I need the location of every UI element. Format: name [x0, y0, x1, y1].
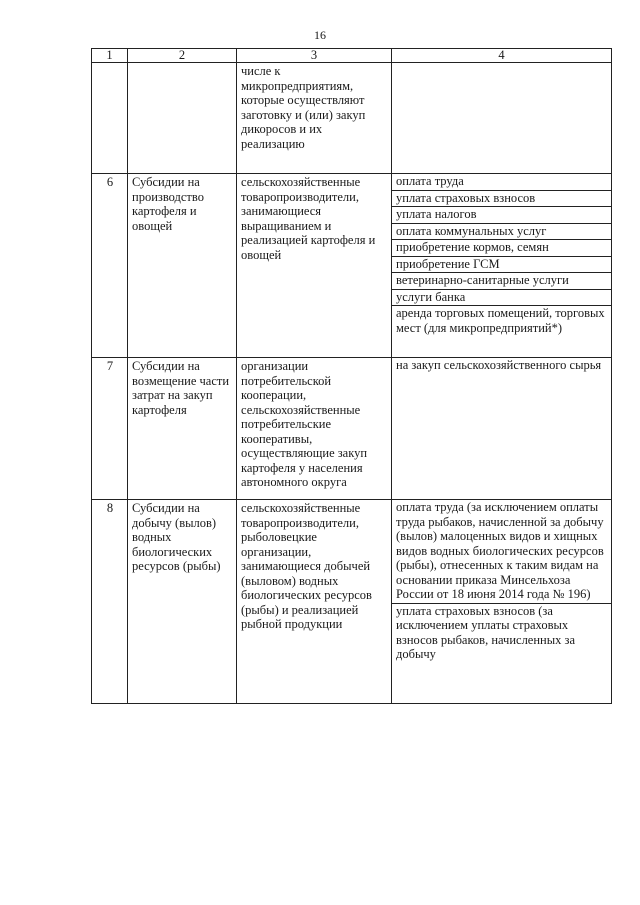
purpose-item: приобретение ГСМ — [392, 256, 611, 273]
table-header-row — [92, 49, 612, 63]
cell-recipients: сельскохозяйственные товаропроизводители, занимающиеся выращиванием и реализацией картофеля и овощей — [237, 174, 392, 358]
purpose-item: ветеринарно-санитарные услуги — [392, 272, 611, 289]
cell-recipients: организации потребительской кооперации, сельскохозяйственные потребительские кооперативы, осуществляющие закуп картофеля у населения автономного округа — [237, 358, 392, 500]
cell-subsidy-name: Субсидии на производство картофеля и овощей — [128, 174, 237, 358]
cell-subsidy-name — [128, 63, 237, 174]
column-header: 1 — [92, 49, 128, 63]
cell-number — [92, 63, 128, 174]
purpose-item: приобретение кормов, семян — [392, 239, 611, 256]
table-row — [92, 358, 612, 500]
column-header: 2 — [128, 49, 237, 63]
purpose-item: оплата труда — [396, 174, 464, 188]
purpose-item: уплата страховых взносов — [392, 190, 611, 207]
cell-purposes — [392, 358, 612, 500]
purpose-item: услуги банка — [392, 289, 611, 306]
cell-purposes — [392, 174, 612, 358]
cell-purposes — [392, 63, 612, 174]
column-header: 3 — [237, 49, 392, 63]
cell-number: 8 — [92, 500, 128, 704]
purpose-item: оплата коммунальных услуг — [392, 223, 611, 240]
cell-purposes — [392, 500, 612, 704]
purpose-item: на закуп сельскохозяйственного сырья — [396, 358, 602, 372]
subsidy-table — [91, 48, 612, 704]
purpose-item: уплата страховых взносов (за исключением уплаты страховых взносов рыбаков, начисленных за добычу — [392, 603, 611, 663]
cell-number: 7 — [92, 358, 128, 500]
table-row — [92, 174, 612, 358]
purpose-item: аренда торговых помещений, торговых мест (для микропредприятий*) — [392, 305, 611, 336]
purpose-item: оплата труда (за исключением оплаты труда рыбаков, начисленной за добычу (вылов) малоценных видов и хищных видов водных биологических ресурсов (рыбы), отнесенных к таким видам на основании приказа Минсельхоза России от 18 июня 2014 года № 196) — [396, 500, 604, 601]
purpose-item: уплата налогов — [392, 206, 611, 223]
cell-recipients: сельскохозяйственные товаропроизводители, рыболовецкие организации, занимающиеся добычей (выловом) водных биологических ресурсов (рыбы) и реализацией рыбной продукции — [237, 500, 392, 704]
cell-subsidy-name: Субсидии на добычу (вылов) водных биологических ресурсов (рыбы) — [128, 500, 237, 704]
cell-number: 6 — [92, 174, 128, 358]
column-header: 4 — [392, 49, 612, 63]
cell-subsidy-name: Субсидии на возмещение части затрат на закуп картофеля — [128, 358, 237, 500]
table-row — [92, 500, 612, 704]
cell-recipients: числе к микропредприятиям, которые осуществляют заготовку и (или) закуп дикоросов и их реализацию — [237, 63, 392, 174]
page-number: 16 — [314, 28, 326, 42]
table-row-continuation — [92, 63, 612, 174]
